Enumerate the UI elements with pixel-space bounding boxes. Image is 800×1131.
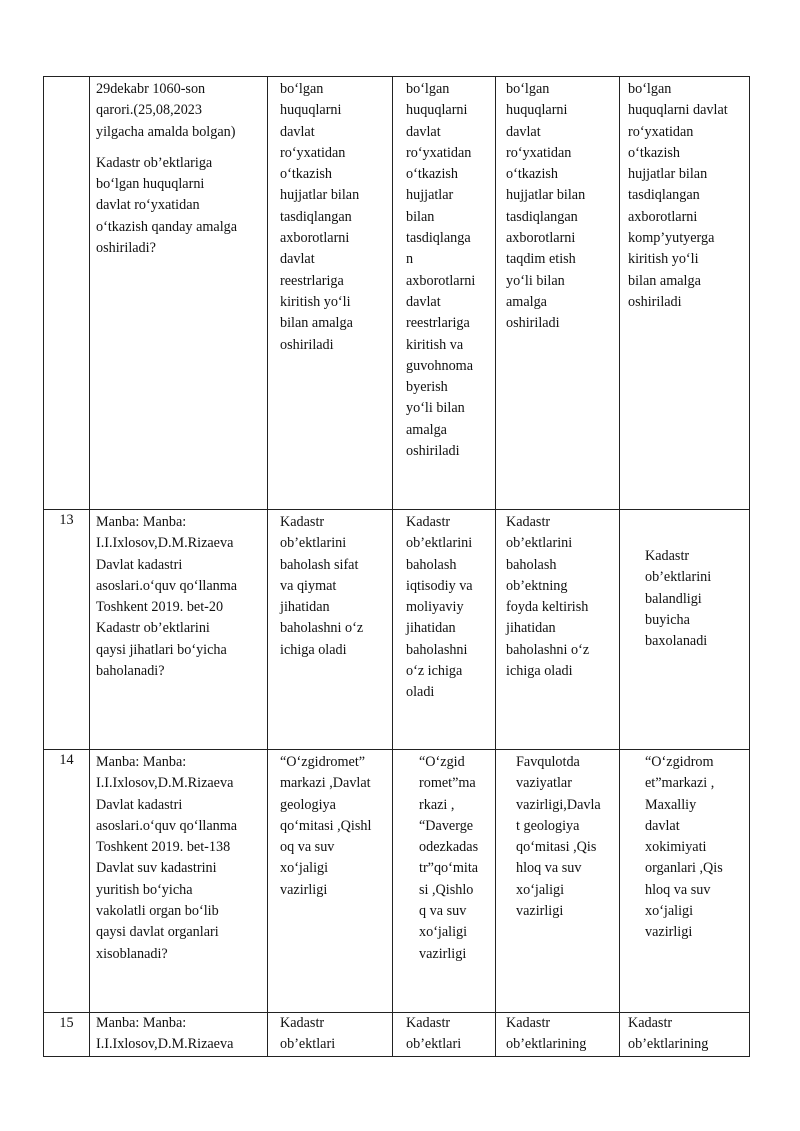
option-text: bo‘lgan huquqlarni davlat ro‘yxatidan o‘tkazish hujjatlar bilan tasdiqlangan axborotlarni taqdim etish yo‘li bilan amalga oshiriladi <box>506 81 586 332</box>
option-text: bo‘lgan huquqlarni davlat ro‘yxatidan o‘tkazish hujjatlar bilan tasdiqlanga n axborotlarni davlat reestrlariga kiritish va guvohnoma byerish yo‘li bilan amalga oshiriladi <box>406 81 476 460</box>
question-text: Manba: Manba: I.I.Ixlosov,D.M.Rizaeva <box>96 1015 234 1053</box>
option-text: “O‘zgid romet”ma rkazi , “Daverge odezkadas tr”qo‘mita si ,Qishlo q va suv xo‘jaligi vazirligi <box>419 754 479 962</box>
row-number-cell <box>44 77 90 510</box>
table-row <box>44 750 750 1013</box>
option-cell <box>393 1013 496 1057</box>
option-cell <box>393 77 496 510</box>
option-cell <box>620 1013 750 1057</box>
option-cell <box>268 750 393 1013</box>
option-text: Kadastr ob’ektlarini baholash ob’ektning foyda keltirish jihatidan baholashni o‘z ichiga oladi <box>506 514 590 680</box>
option-cell <box>620 750 750 1013</box>
question-text: Manba: Manba: I.I.Ixlosov,D.M.Rizaeva Davlat kadastri asoslari.o‘quv qo‘llanma Toshkent 2019. bet-138 Davlat suv kadastrini yuritish bo‘yicha vakolatli organ bo‘lib qaysi davlat organlari xisoblanadi? <box>96 754 238 962</box>
option-cell <box>393 750 496 1013</box>
row-number-cell <box>44 510 90 750</box>
option-text: Kadastr ob’ektlarini baholash iqtisodiy va moliyaviy jihatidan baholashni o‘z ichiga oladi <box>406 514 473 701</box>
option-cell <box>496 510 620 750</box>
row-number-cell <box>44 1013 90 1057</box>
option-cell <box>268 77 393 510</box>
option-cell <box>268 510 393 750</box>
option-cell <box>496 750 620 1013</box>
option-text: “O‘zgidrom et”markazi , Maxalliy davlat xokimiyati organlari ,Qis hloq va suv xo‘jaligi vazirligi <box>645 754 723 941</box>
question-cell <box>90 750 268 1013</box>
option-text: Favqulotda vaziyatlar vazirligi,Davla t geologiya qo‘mitasi ,Qis hloq va suv xo‘jaligi vazirligi <box>516 754 601 920</box>
question-text: 29dekabr 1060-son qarori.(25,08,2023 yilgacha amalda bolgan) <box>96 81 236 140</box>
option-text: Kadastr ob’ektlarini baholash sifat va qiymat jihatidan baholashni o‘z ichiga oladi <box>280 514 364 658</box>
option-cell <box>393 510 496 750</box>
table-row <box>44 1013 750 1057</box>
row-number: 14 <box>59 752 74 768</box>
row-number: 13 <box>59 512 74 528</box>
row-number-cell <box>44 750 90 1013</box>
quiz-table <box>43 76 750 1057</box>
table-row <box>44 77 750 510</box>
option-text: Kadastr ob’ektlarini balandligi buyicha baxolanadi <box>645 548 712 650</box>
option-cell <box>496 77 620 510</box>
option-text: Kadastr ob’ektlarining <box>506 1015 587 1053</box>
table-row <box>44 510 750 750</box>
option-text: bo‘lgan huquqlarni davlat ro‘yxatidan o‘tkazish hujjatlar bilan tasdiqlangan axborotlarni davlat reestrlariga kiritish yo‘li bilan amalga oshiriladi <box>280 81 360 353</box>
row-number: 15 <box>59 1015 74 1031</box>
question-cell <box>90 510 268 750</box>
option-cell <box>620 77 750 510</box>
option-text: bo‘lgan huquqlarni davlat ro‘yxatidan o‘tkazish hujjatlar bilan tasdiqlangan axborotlarni komp’yutyerga kiritish yo‘li bilan amalga oshiriladi <box>628 81 728 310</box>
option-text: Kadastr ob’ektlari <box>406 1015 462 1053</box>
question-text: Manba: Manba: I.I.Ixlosov,D.M.Rizaeva Davlat kadastri asoslari.o‘quv qo‘llanma Toshkent 2019. bet-20 Kadastr ob’ektlarini qaysi jihatlari bo‘yicha baholanadi? <box>96 514 238 680</box>
option-text: Kadastr ob’ektlarining <box>628 1015 709 1053</box>
option-text: Kadastr ob’ektlari <box>280 1015 336 1053</box>
option-cell <box>620 510 750 750</box>
question-cell <box>90 77 268 510</box>
option-cell <box>496 1013 620 1057</box>
option-text: “O‘zgidromet” markazi ,Davlat geologiya qo‘mitasi ,Qishl oq va suv xo‘jaligi vazirligi <box>280 754 372 898</box>
question-cell <box>90 1013 268 1057</box>
option-cell <box>268 1013 393 1057</box>
question-text: Kadastr ob’ektlariga bo‘lgan huquqlarni davlat ro‘yxatidan o‘tkazish qanday amalga oshiriladi? <box>96 154 238 257</box>
